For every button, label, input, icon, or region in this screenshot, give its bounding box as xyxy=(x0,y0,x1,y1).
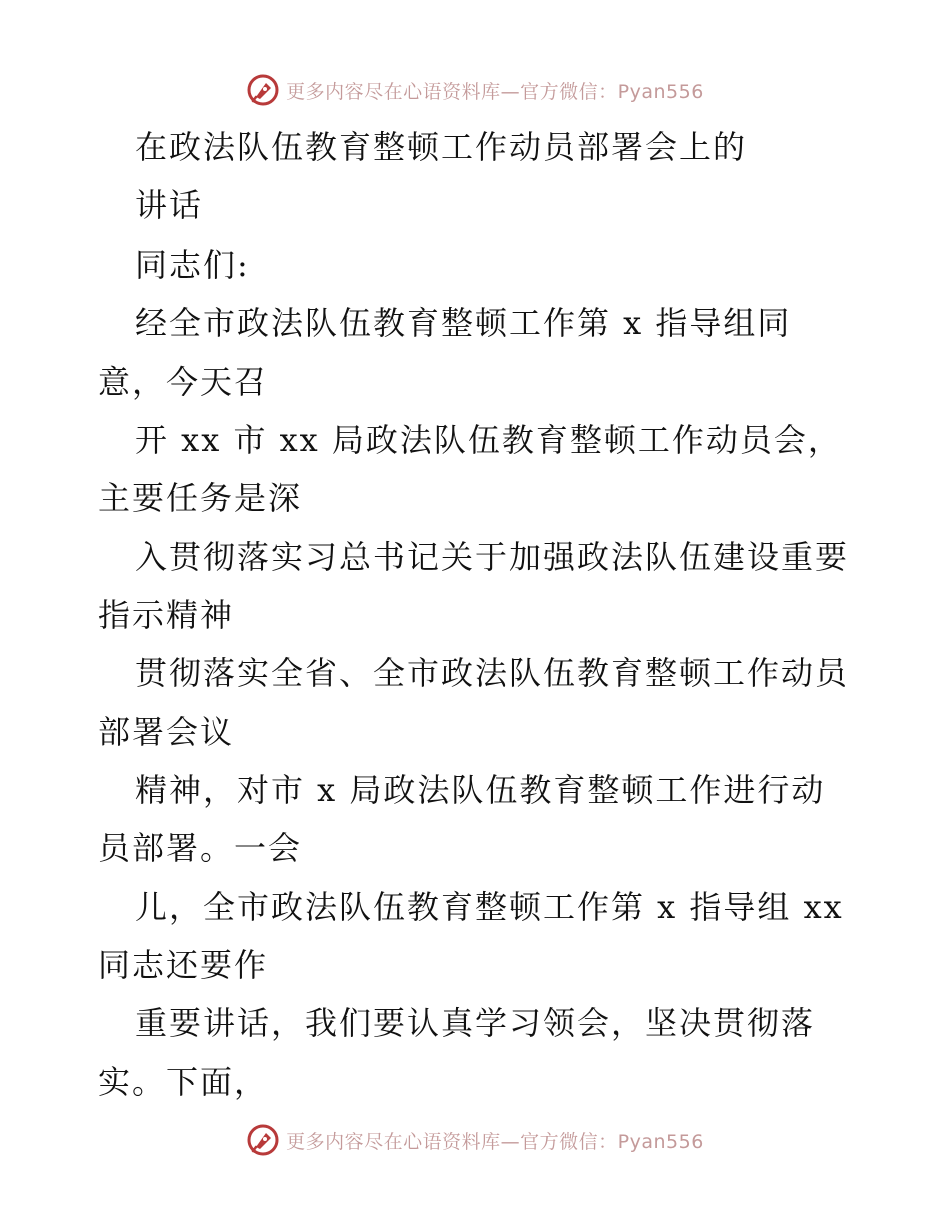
paragraph-line: 入贯彻落实习总书记关于加强政法队伍建设重要 xyxy=(135,538,850,576)
footer-watermark xyxy=(0,1120,950,1160)
watermark-text: 更多内容尽在心语资料库—官方微信：Pyan556 xyxy=(286,1130,704,1153)
paragraph-line: 开 xx 市 xx 局政法队伍教育整顿工作动员会， xyxy=(135,421,842,459)
paragraph-line: 贯彻落实全省、全市政法队伍教育整顿工作动员 xyxy=(135,654,850,692)
paragraph-line: 意，今天召 xyxy=(98,363,269,401)
paragraph-line: 精神，对市 x 局政法队伍教育整顿工作进行动 xyxy=(135,771,826,809)
watermark-text: 更多内容尽在心语资料库—官方微信：Pyan556 xyxy=(286,80,704,103)
paragraph-line: 实。下面， xyxy=(98,1063,269,1101)
paragraph-line: 同志还要作 xyxy=(98,946,269,984)
paragraph-line: 员部署。一会 xyxy=(98,829,303,867)
paragraph-line: 儿，全市政法队伍教育整顿工作第 x 指导组 xx xyxy=(135,888,844,926)
salutation: 同志们: xyxy=(135,246,250,284)
header-watermark xyxy=(0,70,950,110)
paragraph-line: 经全市政法队伍教育整顿工作第 x 指导组同 xyxy=(135,304,792,342)
paragraph-line: 主要任务是深 xyxy=(98,479,303,517)
paragraph-line: 部署会议 xyxy=(98,713,235,751)
paragraph-line: 重要讲话，我们要认真学习领会，坚决贯彻落 xyxy=(135,1004,816,1042)
pen-nib-logo-icon xyxy=(246,73,280,107)
title-line-2: 讲话 xyxy=(135,186,204,224)
paragraph-line: 指示精神 xyxy=(98,596,235,634)
title-line-1: 在政法队伍教育整顿工作动员部署会上的 xyxy=(135,128,748,166)
pen-nib-logo-icon xyxy=(246,1123,280,1157)
